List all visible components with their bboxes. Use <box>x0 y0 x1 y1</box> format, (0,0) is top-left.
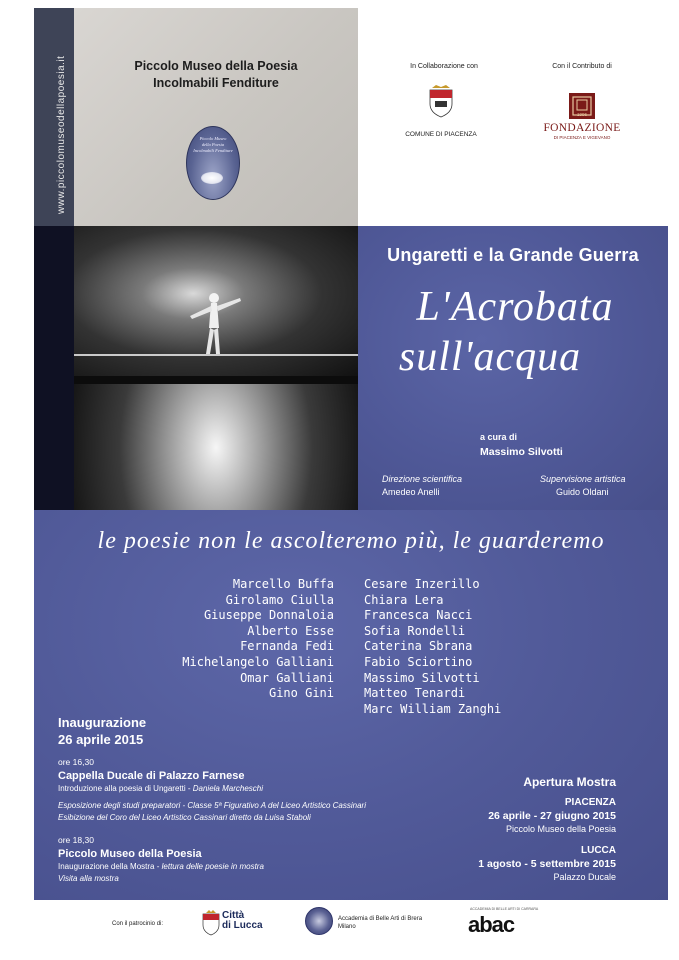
artist-name: Omar Galliani <box>240 670 334 685</box>
artist-name: Alberto Esse <box>247 623 334 638</box>
event1-desc2 <box>58 801 366 810</box>
event2-place: Piccolo Museo della Poesia <box>58 848 202 860</box>
oval-line: della Poesia <box>201 142 225 147</box>
oval-logo-text <box>190 136 236 154</box>
artist-name: Massimo Silvotti <box>364 670 480 685</box>
fondazione-subtitle: DI PIACENZA E VIGEVANO <box>553 135 611 140</box>
event1-desc3 <box>58 813 311 822</box>
brera-line2: Milano <box>338 924 356 930</box>
side-strip <box>34 8 74 226</box>
comune-piacenza-label: COMUNE DI PIACENZA <box>405 131 477 138</box>
artist-name: Cesare Inzerillo <box>364 577 480 591</box>
direction-label: Direzione scientifica <box>382 474 463 484</box>
exhibition-title-line1: L'Acrobata <box>416 284 614 330</box>
partners-panel <box>358 8 668 226</box>
feather-icon <box>201 172 223 184</box>
event2-desc1-reading: lettura delle poesie in mostra <box>161 862 264 871</box>
artist-name: Michelangelo Galliani <box>182 654 334 669</box>
artist-name: Sofia Rondelli <box>364 623 466 638</box>
supervision-label: Supervisione artistica <box>540 474 626 484</box>
fondazione-year: 1996 <box>576 112 588 117</box>
acrobat-photo <box>74 226 358 510</box>
photo-divider <box>74 376 358 384</box>
abac-logo: abac <box>468 912 515 937</box>
event2-desc1-text: Inaugurazione della Mostra - <box>58 862 162 871</box>
supervision-name: Guido Oldani <box>556 487 609 497</box>
artist-name: Fernanda Fedi <box>240 639 334 654</box>
artists-right-column <box>364 577 604 717</box>
event1-desc2-class: Classe 5ª Figurativo A del Liceo Artistico Cassinari <box>187 801 366 810</box>
inauguration-date: 26 aprile 2015 <box>58 732 144 747</box>
lucca-crest-icon <box>202 910 220 936</box>
city2-place: Palazzo Ducale <box>553 872 616 882</box>
artist-name: Girolamo Ciulla <box>225 592 334 607</box>
event1-desc2-text: Esposizione degli studi preparatori - <box>58 801 188 810</box>
city1-dates: 26 aprile - 27 giugno 2015 <box>488 810 616 822</box>
event2-desc2-text: Visita alla mostra <box>58 874 119 883</box>
oval-line: Incolmabili Fenditure <box>193 148 233 153</box>
artist-name: Francesca Nacci <box>364 608 473 623</box>
patronage-label: Con il patrocinio di: <box>112 921 164 927</box>
tagline: le poesie non le ascolteremo più, le guarderemo <box>97 528 605 554</box>
city2-dates: 1 agosto - 5 settembre 2015 <box>478 858 616 870</box>
brera-text <box>338 915 422 931</box>
contribution-label: Con il Contributo di <box>552 63 612 70</box>
lucca-line1: Città <box>222 910 245 921</box>
city1-place: Piccolo Museo della Poesia <box>505 824 616 834</box>
event1-desc1 <box>58 784 263 793</box>
artist-name: Matteo Tenardi <box>364 686 466 701</box>
brera-seal-icon <box>305 907 333 935</box>
inauguration-title: Inaugurazione <box>58 715 147 730</box>
event1-time: ore 16,30 <box>58 757 94 767</box>
website-url: www.piccolomuseodellapoesia.it <box>56 55 67 214</box>
exhibition-subtitle: Ungaretti e la Grande Guerra <box>387 245 639 265</box>
lucca-line2: di Lucca <box>222 920 263 931</box>
artist-name: Giuseppe Donnaloia <box>203 608 334 623</box>
exhibition-title-line2: sull'acqua <box>398 334 582 380</box>
event2-desc2 <box>58 874 119 883</box>
city1-name: PIACENZA <box>564 797 616 808</box>
artist-name: Fabio Sciortino <box>364 654 473 669</box>
event1-desc3-text: Esibizione del Coro del Liceo Artistico Cassinari diretto da Luisa Staboli <box>58 813 311 822</box>
fondazione-name: FONDAZIONE <box>543 122 621 134</box>
artist-name: Chiara Lera <box>364 592 444 607</box>
piacenza-crest-icon <box>428 84 454 118</box>
event2-time: ore 18,30 <box>58 835 94 845</box>
event1-place: Cappella Ducale di Palazzo Farnese <box>58 770 245 782</box>
artist-name: Marcello Buffa <box>232 577 334 591</box>
acrobat-figure-icon <box>184 286 244 356</box>
event2-desc1 <box>58 862 264 871</box>
oval-line: Piccolo Museo <box>199 136 227 141</box>
artist-name: Caterina Sbrana <box>364 639 473 654</box>
event1-desc1-speaker: Daniela Marcheschi <box>192 784 264 793</box>
abac-subtitle: ACCADEMIA DI BELLE ARTI DI CARRARA <box>470 907 539 911</box>
collaboration-label: In Collaborazione con <box>410 63 478 70</box>
lucca-name <box>222 911 263 931</box>
curator-name: Massimo Silvotti <box>480 446 563 458</box>
city2-name: LUCCA <box>581 845 616 856</box>
artist-name: Gino Gini <box>268 686 334 701</box>
museum-subname: Incolmabili Fenditure <box>153 76 279 90</box>
dark-strip-middle <box>34 226 74 510</box>
direction-name: Amedeo Anelli <box>382 487 440 497</box>
museum-name: Piccolo Museo della Poesia <box>134 59 298 73</box>
museum-title <box>74 58 358 92</box>
curator-label: a cura di <box>480 432 518 442</box>
event1-desc1-text: Introduzione alla poesia di Ungaretti - <box>58 784 193 793</box>
brera-line1: Accademia di Belle Arti di Brera <box>338 916 423 922</box>
artists-left-column <box>140 577 334 702</box>
fondazione-logo-icon <box>568 92 596 120</box>
opening-title: Apertura Mostra <box>523 775 616 789</box>
artist-name: Marc William Zanghi <box>364 701 502 716</box>
